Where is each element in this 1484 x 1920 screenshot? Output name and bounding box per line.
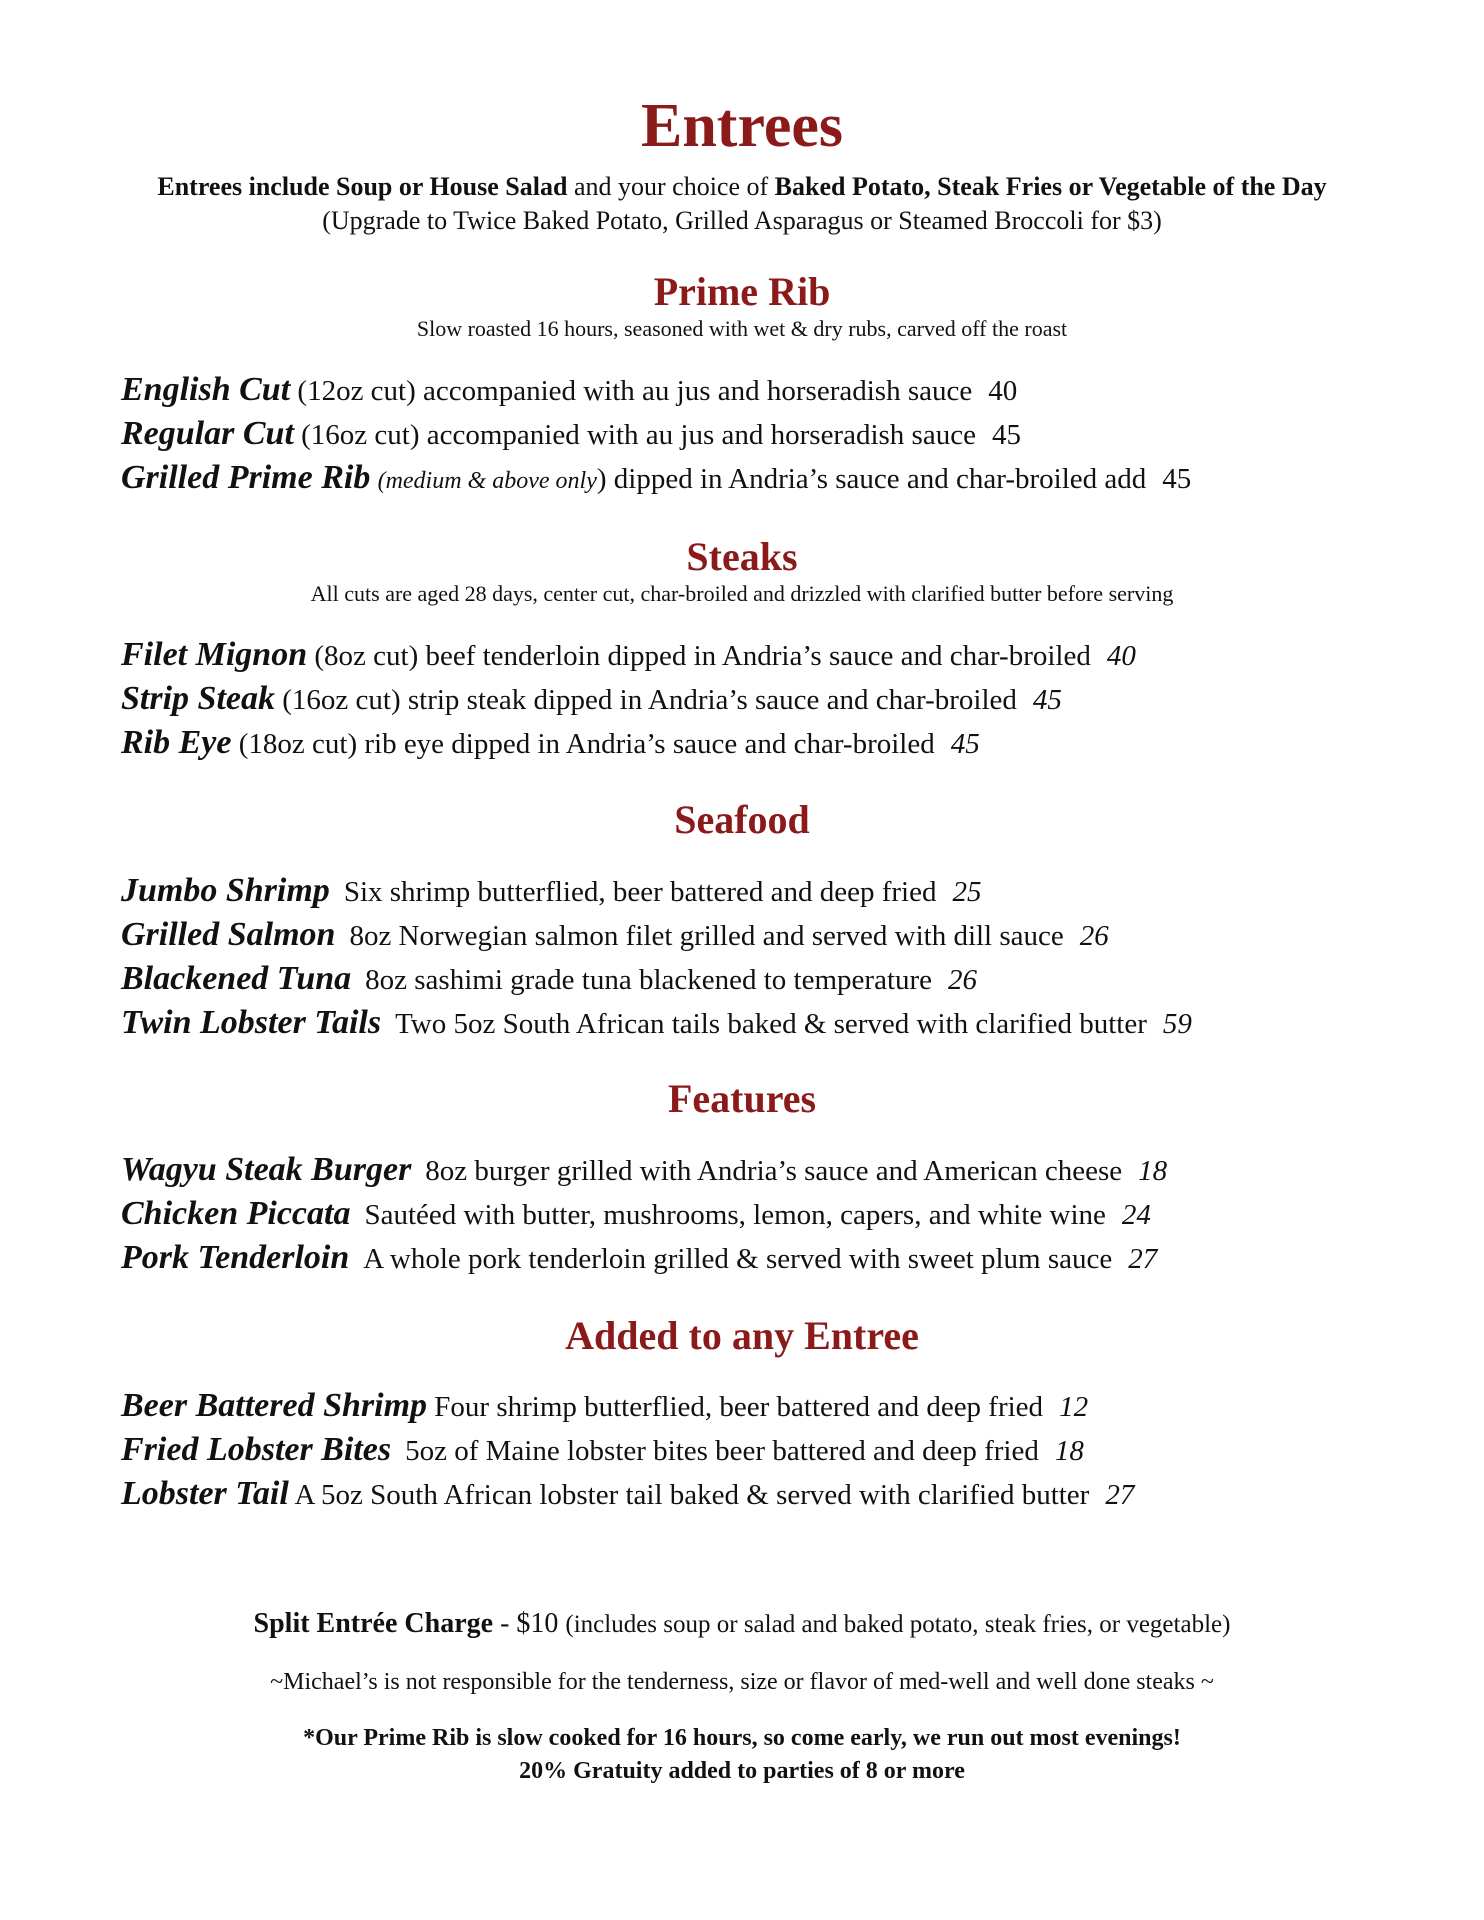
item-price: 12 bbox=[1059, 1391, 1089, 1423]
item-name: Blackened Tuna bbox=[121, 960, 352, 997]
menu-item bbox=[121, 1384, 1134, 1428]
features-list bbox=[121, 1148, 1167, 1280]
item-name: Regular Cut bbox=[121, 415, 294, 452]
intro-bold-1: Entrees include Soup or House Salad bbox=[157, 172, 568, 201]
split-charge-price: - $10 bbox=[493, 1608, 566, 1639]
intro-text-1: and your choice of bbox=[567, 172, 775, 201]
item-description: A whole pork tenderloin grilled & served with sweet plum sauce bbox=[363, 1243, 1113, 1275]
section-title-prime-rib: Prime Rib bbox=[653, 269, 831, 314]
item-note: (medium & above only bbox=[377, 468, 597, 494]
item-description: (8oz cut) beef tenderloin dipped in Andria’s sauce and char-broiled bbox=[307, 640, 1091, 672]
menu-item bbox=[121, 721, 1136, 765]
item-description: Six shrimp butterflied, beer battered and deep fried bbox=[343, 876, 937, 908]
disclaimer: ~Michael’s is not responsible for the tenderness, size or flavor of med-well and well done steaks ~ bbox=[270, 1669, 1214, 1695]
item-description: Sautéed with butter, mushrooms, lemon, capers, and white wine bbox=[364, 1199, 1106, 1231]
steaks-list bbox=[121, 633, 1136, 765]
menu-item bbox=[121, 1428, 1134, 1472]
item-description: (18oz cut) rib eye dipped in Andria’s sauce and char-broiled bbox=[231, 728, 935, 760]
item-name: Jumbo Shrimp bbox=[121, 872, 330, 909]
section-title-seafood: Seafood bbox=[674, 797, 810, 842]
item-name: Twin Lobster Tails bbox=[121, 1004, 382, 1041]
item-description: (12oz cut) accompanied with au jus and horseradish sauce bbox=[290, 375, 973, 407]
item-description: (16oz cut) strip steak dipped in Andria’s sauce and char-broiled bbox=[274, 684, 1017, 716]
item-name: Fried Lobster Bites bbox=[121, 1431, 392, 1468]
item-name: Strip Steak bbox=[121, 680, 275, 717]
section-subtitle-prime-rib: Slow roasted 16 hours, seasoned with wet & dry rubs, carved off the roast bbox=[416, 316, 1068, 341]
item-price: 40 bbox=[1106, 640, 1136, 672]
menu-item bbox=[121, 1236, 1167, 1280]
prime-rib-notice: *Our Prime Rib is slow cooked for 16 hours, so come early, we run out most evenings! bbox=[303, 1725, 1181, 1751]
menu-item bbox=[121, 869, 1192, 913]
gratuity-notice: 20% Gratuity added to parties of 8 or more bbox=[519, 1758, 965, 1784]
entree-intro bbox=[120, 170, 1364, 238]
menu-item bbox=[121, 412, 1191, 456]
item-name: Pork Tenderloin bbox=[121, 1239, 350, 1276]
item-name: Grilled Prime Rib bbox=[121, 459, 371, 496]
item-price: 27 bbox=[1128, 1243, 1158, 1275]
item-name: Grilled Salmon bbox=[121, 916, 336, 953]
section-title-steaks: Steaks bbox=[686, 534, 798, 579]
item-price: 59 bbox=[1162, 1008, 1192, 1040]
item-name: Filet Mignon bbox=[121, 636, 308, 673]
item-name: Lobster Tail bbox=[121, 1475, 289, 1512]
item-price: 45 bbox=[1162, 463, 1192, 495]
item-name: Beer Battered Shrimp bbox=[121, 1387, 428, 1424]
item-price: 45 bbox=[1032, 684, 1062, 716]
intro-bold-2: Baked Potato, Steak Fries or Vegetable of the Day bbox=[774, 172, 1327, 201]
menu-item bbox=[121, 957, 1192, 1001]
item-price: 40 bbox=[988, 375, 1018, 407]
seafood-list bbox=[121, 869, 1192, 1045]
menu-item bbox=[121, 456, 1191, 500]
item-price: 27 bbox=[1105, 1479, 1135, 1511]
item-price: 26 bbox=[1079, 920, 1109, 952]
menu-item bbox=[121, 368, 1191, 412]
menu-item bbox=[121, 1192, 1167, 1236]
item-price: 45 bbox=[950, 728, 980, 760]
item-description: Two 5oz South African tails baked & served with clarified butter bbox=[395, 1008, 1147, 1040]
section-subtitle-steaks: All cuts are aged 28 days, center cut, char-broiled and drizzled with clarified butter before serving bbox=[310, 581, 1174, 606]
menu-item bbox=[121, 1472, 1134, 1516]
item-description: 8oz burger grilled with Andria’s sauce and American cheese bbox=[425, 1155, 1123, 1187]
item-description: ) dipped in Andria’s sauce and char-broiled add bbox=[596, 463, 1147, 495]
item-name: Chicken Piccata bbox=[121, 1195, 351, 1232]
split-charge bbox=[0, 1610, 1484, 1638]
menu-item bbox=[121, 913, 1192, 957]
intro-text-2: (Upgrade to Twice Baked Potato, Grilled Asparagus or Steamed Broccoli for $3) bbox=[322, 206, 1162, 235]
section-title-features: Features bbox=[667, 1076, 817, 1121]
item-name: English Cut bbox=[121, 371, 291, 408]
split-charge-note: (includes soup or salad and baked potato, steak fries, or vegetable) bbox=[565, 1611, 1231, 1638]
item-description: Four shrimp butterflied, beer battered and deep fried bbox=[434, 1391, 1044, 1423]
menu-item bbox=[121, 1001, 1192, 1045]
item-description: 8oz sashimi grade tuna blackened to temperature bbox=[365, 964, 933, 996]
item-description: 8oz Norwegian salmon filet grilled and served with dill sauce bbox=[349, 920, 1064, 952]
item-name: Wagyu Steak Burger bbox=[121, 1151, 412, 1188]
menu-item bbox=[121, 1148, 1167, 1192]
menu-item bbox=[121, 677, 1136, 721]
page-title: Entrees bbox=[640, 92, 844, 160]
item-price: 26 bbox=[948, 964, 978, 996]
split-charge-label: Split Entrée Charge bbox=[253, 1608, 494, 1639]
menu-item bbox=[121, 633, 1136, 677]
item-price: 18 bbox=[1138, 1155, 1168, 1187]
section-title-added: Added to any Entree bbox=[565, 1313, 919, 1358]
item-price: 24 bbox=[1121, 1199, 1151, 1231]
item-description: 5oz of Maine lobster bites beer battered and deep fried bbox=[405, 1435, 1039, 1467]
item-price: 25 bbox=[952, 876, 982, 908]
item-price: 18 bbox=[1054, 1435, 1084, 1467]
added-list bbox=[121, 1384, 1134, 1516]
item-description: (16oz cut) accompanied with au jus and horseradish sauce bbox=[293, 419, 976, 451]
prime-rib-list bbox=[121, 368, 1191, 500]
item-price: 45 bbox=[991, 419, 1021, 451]
item-description: A 5oz South African lobster tail baked & served with clarified butter bbox=[294, 1479, 1090, 1511]
item-name: Rib Eye bbox=[121, 724, 232, 761]
